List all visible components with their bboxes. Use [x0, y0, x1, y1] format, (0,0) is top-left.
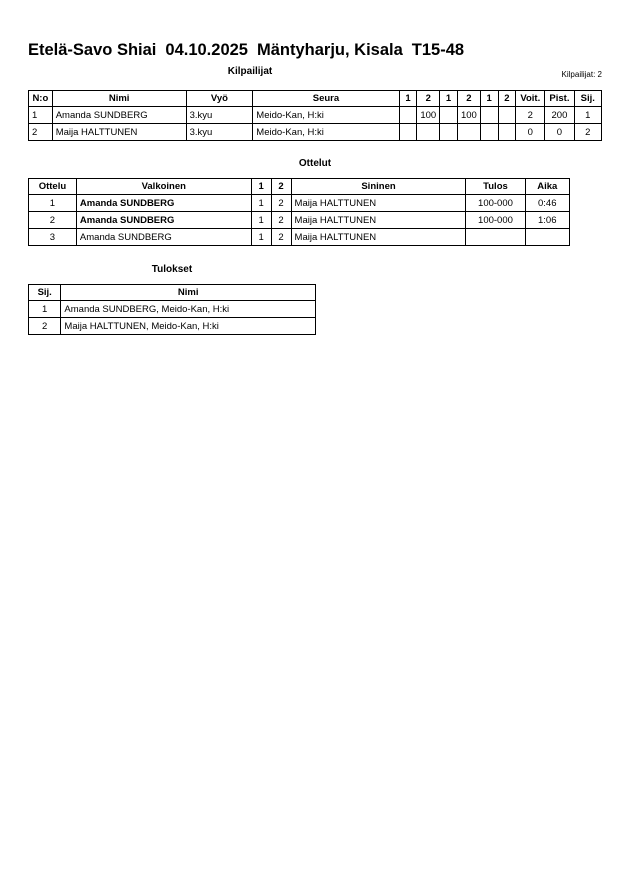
cell-result: [466, 229, 525, 246]
col-header-no: N:o: [29, 91, 53, 107]
cell-match-3: [440, 107, 458, 124]
table-row: [29, 195, 570, 212]
cell-result: 100-000: [466, 212, 525, 229]
table-row: [29, 318, 316, 335]
table-row: [29, 301, 316, 318]
cell-white: Amanda SUNDBERG: [76, 212, 251, 229]
cell-match-1: [399, 107, 417, 124]
col-header-m6: 2: [498, 91, 516, 107]
col-header-match-no: Ottelu: [29, 179, 77, 195]
cell-rank: 1: [29, 301, 61, 318]
col-header-m2: 2: [417, 91, 440, 107]
matches-heading: Ottelut: [298, 158, 332, 169]
cell-p2: 2: [271, 212, 291, 229]
cell-match-4: 100: [457, 107, 480, 124]
col-header-p1: 1: [251, 179, 271, 195]
cell-blue: Maija HALTTUNEN: [291, 195, 466, 212]
cell-points: 200: [545, 107, 574, 124]
table-row: [29, 107, 602, 124]
cell-time: 0:46: [525, 195, 570, 212]
cell-wins: 0: [516, 124, 545, 141]
cell-match-6: [498, 124, 516, 141]
cell-time: 1:06: [525, 212, 570, 229]
cell-white: Amanda SUNDBERG: [76, 195, 251, 212]
competitors-count: Kilpailijat: 2: [561, 70, 602, 79]
cell-name: Maija HALTTUNEN: [52, 124, 186, 141]
cell-match-no: 2: [29, 212, 77, 229]
cell-belt: 3.kyu: [186, 107, 253, 124]
col-header-points: Pist.: [545, 91, 574, 107]
col-header-wins: Voit.: [516, 91, 545, 107]
cell-result: 100-000: [466, 195, 525, 212]
col-header-rank: Sij.: [574, 91, 601, 107]
cell-club: Meido-Kan, H:ki: [253, 124, 399, 141]
cell-rank: 2: [574, 124, 601, 141]
results-table: [28, 284, 316, 335]
table-row: [29, 124, 602, 141]
cell-points: 0: [545, 124, 574, 141]
cell-name: Amanda SUNDBERG: [52, 107, 186, 124]
cell-match-2: 100: [417, 107, 440, 124]
competitors-heading: Kilpailijat: [227, 66, 273, 77]
table-header-row: [29, 91, 602, 107]
col-header-white: Valkoinen: [76, 179, 251, 195]
cell-blue: Maija HALTTUNEN: [291, 229, 466, 246]
col-header-m3: 1: [440, 91, 458, 107]
page-title: [28, 41, 464, 60]
cell-rank: 1: [574, 107, 601, 124]
col-header-name: Nimi: [61, 285, 316, 301]
results-heading: Tulokset: [151, 264, 193, 275]
cell-club: Meido-Kan, H:ki: [253, 107, 399, 124]
cell-name: Maija HALTTUNEN, Meido-Kan, H:ki: [61, 318, 316, 335]
title-venue: Mäntyharju, Kisala: [256, 41, 403, 59]
cell-white: Amanda SUNDBERG: [76, 229, 251, 246]
table-row: [29, 229, 570, 246]
cell-match-4: [457, 124, 480, 141]
cell-p1: 1: [251, 195, 271, 212]
col-header-result: Tulos: [466, 179, 525, 195]
col-header-name: Nimi: [52, 91, 186, 107]
cell-p1: 1: [251, 229, 271, 246]
cell-p1: 1: [251, 212, 271, 229]
cell-match-no: 3: [29, 229, 77, 246]
cell-time: [525, 229, 570, 246]
cell-match-5: [480, 107, 498, 124]
title-date: 04.10.2025: [165, 41, 248, 59]
cell-belt: 3.kyu: [186, 124, 253, 141]
cell-match-no: 1: [29, 195, 77, 212]
cell-no: 2: [29, 124, 53, 141]
cell-wins: 2: [516, 107, 545, 124]
table-row: [29, 212, 570, 229]
cell-rank: 2: [29, 318, 61, 335]
cell-no: 1: [29, 107, 53, 124]
title-event: Etelä-Savo Shiai: [28, 41, 157, 59]
col-header-m4: 2: [457, 91, 480, 107]
col-header-m1: 1: [399, 91, 417, 107]
cell-match-3: [440, 124, 458, 141]
cell-match-1: [399, 124, 417, 141]
col-header-p2: 2: [271, 179, 291, 195]
col-header-club: Seura: [253, 91, 399, 107]
cell-p2: 2: [271, 195, 291, 212]
matches-table: [28, 178, 570, 246]
cell-blue: Maija HALTTUNEN: [291, 212, 466, 229]
col-header-belt: Vyö: [186, 91, 253, 107]
cell-match-5: [480, 124, 498, 141]
title-category: T15-48: [411, 41, 465, 59]
col-header-time: Aika: [525, 179, 570, 195]
table-header-row: [29, 285, 316, 301]
table-header-row: [29, 179, 570, 195]
competitors-table: [28, 90, 602, 141]
col-header-blue: Sininen: [291, 179, 466, 195]
cell-p2: 2: [271, 229, 291, 246]
cell-name: Amanda SUNDBERG, Meido-Kan, H:ki: [61, 301, 316, 318]
cell-match-6: [498, 107, 516, 124]
cell-match-2: [417, 124, 440, 141]
col-header-m5: 1: [480, 91, 498, 107]
col-header-rank: Sij.: [29, 285, 61, 301]
